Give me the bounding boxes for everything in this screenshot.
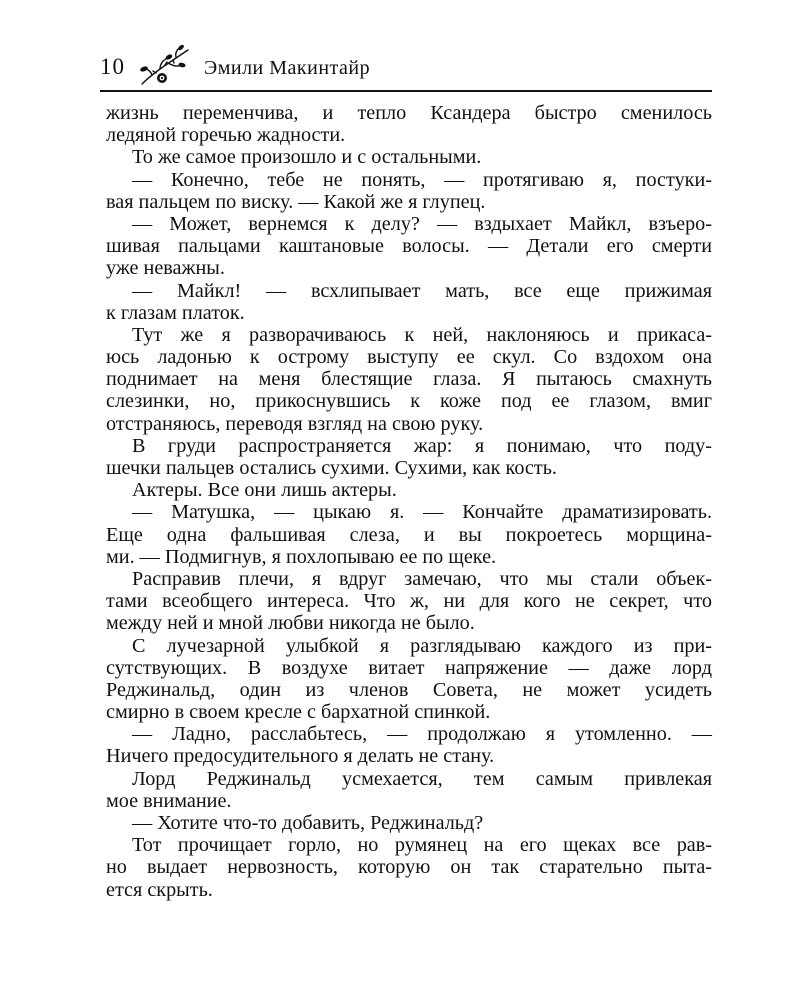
text-line: Расправив плечи, я вдруг замечаю, что мы стали объек- <box>132 567 712 590</box>
paragraph <box>106 568 712 635</box>
text-line: слезинки, но, прикоснувшись к коже под ее глазом, вмиг <box>106 390 712 413</box>
text-line: То же самое произошло и с остальными. <box>132 146 482 169</box>
text-line: — Майкл! — всхлипывает мать, все еще прижимая <box>132 279 712 302</box>
text-line: ми. — Подмигнув, я похлопываю ее по щеке. <box>106 545 497 568</box>
text-line: — Конечно, тебе не понять, — протягиваю я, постуки- <box>132 168 712 191</box>
text-line: В груди распространяется жар: я понимаю, что поду- <box>132 434 712 457</box>
text-line: вая пальцем по виску. — Какой же я глупец. <box>106 190 486 213</box>
text-line: ется скрыть. <box>106 878 213 901</box>
paragraph <box>106 723 712 767</box>
text-line: смирно в своем кресле с бархатной спинкой. <box>106 701 491 724</box>
paragraph <box>106 102 712 146</box>
text-line: — Ладно, расслабьтесь, — продолжаю я утомленно. — <box>132 723 712 746</box>
text-line: Ничего предосудительного я делать не стану. <box>106 745 495 768</box>
text-line: — Может, вернемся к делу? — вздыхает Майкл, взъеро- <box>132 212 712 235</box>
text-line: между ней и мной любви никогда не было. <box>106 612 475 635</box>
text-line: жизнь переменчива, и тепло Ксандера быстро сменилось <box>106 102 712 124</box>
text-line: Актеры. Все они лишь актеры. <box>132 479 397 502</box>
text-line: уже неважны. <box>106 257 225 280</box>
text-line: — Хотите что-то добавить, Реджинальд? <box>132 812 484 834</box>
page-header <box>100 44 712 92</box>
paragraph <box>106 812 712 834</box>
rose-branch-icon <box>138 44 192 88</box>
text-line: Тот прочищает горло, но румянец на его щеках все рав- <box>132 834 712 857</box>
paragraph <box>106 213 712 280</box>
text-line: Еще одна фальшивая слеза, и вы покроетесь морщина- <box>106 523 712 546</box>
text-line: но выдает нервозность, которую он так старательно пыта- <box>106 856 712 879</box>
text-line: Реджинальд, один из членов Совета, не может усидеть <box>106 678 712 701</box>
paragraph <box>106 169 712 213</box>
paragraph <box>106 435 712 479</box>
text-line: юсь ладонью к острому выступу ее скул. Со вздохом она <box>106 346 712 369</box>
text-line: С лучезарной улыбкой я разглядываю каждого из при- <box>132 634 712 657</box>
text-line: отстраняюсь, переводя взгляд на свою руку. <box>106 412 484 435</box>
paragraph <box>106 146 712 168</box>
paragraph <box>106 768 712 812</box>
running-head-author: Эмили Макинтайр <box>204 57 371 79</box>
text-line: шивая пальцами каштановые волосы. — Детали его смерти <box>106 235 712 258</box>
text-line: сутствующих. В воздухе витает напряжение — даже лорд <box>106 656 712 679</box>
text-line: к глазам платок. <box>106 301 245 324</box>
text-line: мое внимание. <box>106 789 232 812</box>
paragraph <box>106 479 712 501</box>
text-line: тами всеобщего интереса. Что ж, ни для кого не секрет, что <box>106 590 712 613</box>
paragraph <box>106 834 712 901</box>
paragraph <box>106 324 712 435</box>
text-line: шечки пальцев остались сухими. Сухими, как кость. <box>106 457 557 479</box>
paragraph <box>106 280 712 324</box>
text-line: поднимает на меня блестящие глаза. Я пытаюсь смахнуть <box>106 368 712 391</box>
page-number: 10 <box>100 54 125 79</box>
paragraph <box>106 501 712 568</box>
text-line: — Матушка, — цыкаю я. — Кончайте драматизировать. <box>132 501 712 524</box>
text-line: Лорд Реджинальд усмехается, тем самым привлекая <box>132 767 712 790</box>
text-line: ледяной горечью жадности. <box>106 124 346 147</box>
paragraph <box>106 635 712 724</box>
body-text <box>106 102 712 901</box>
text-line: Тут же я разворачиваюсь к ней, наклоняюсь и прикаса- <box>132 323 712 346</box>
